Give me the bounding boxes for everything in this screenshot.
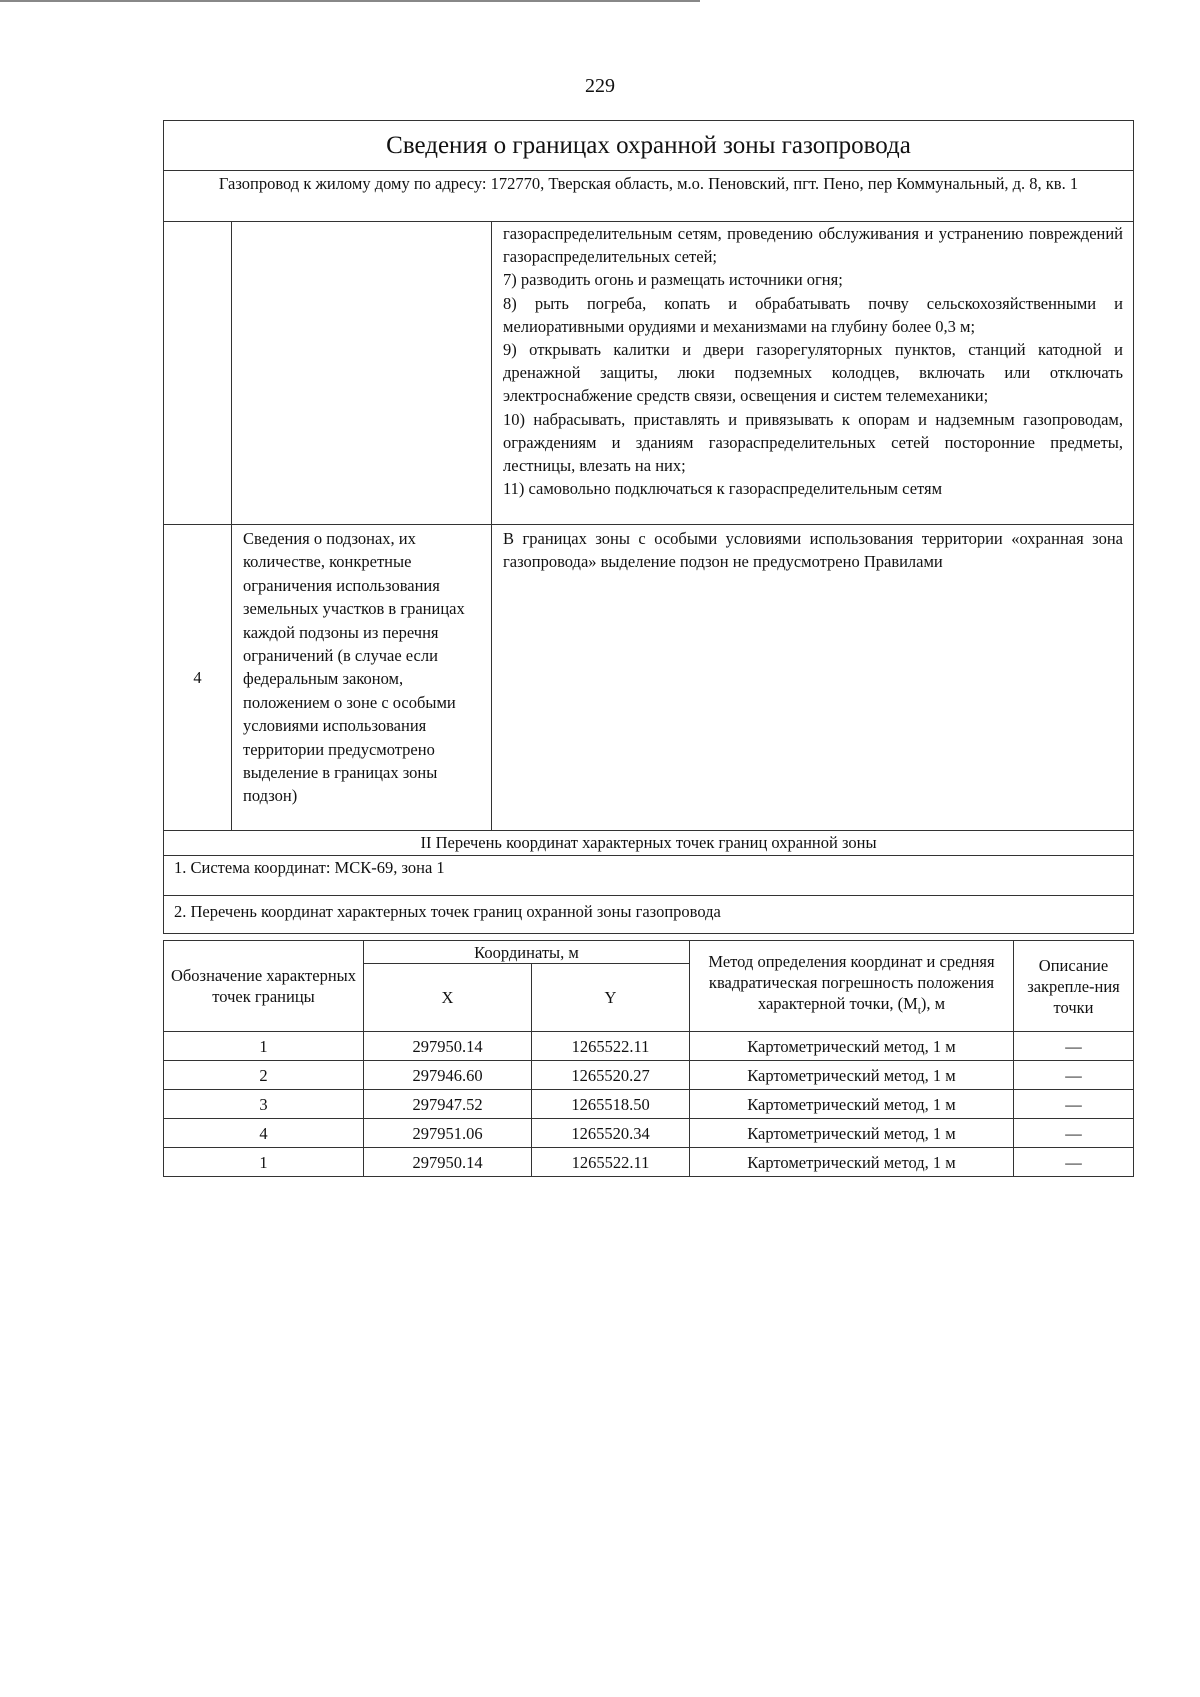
y-value: 1265522.11 xyxy=(532,1148,690,1177)
point-id: 4 xyxy=(164,1119,364,1148)
restrictions-list xyxy=(492,222,1134,525)
point-id: 1 xyxy=(164,1032,364,1061)
x-value: 297950.14 xyxy=(364,1032,532,1061)
y-value: 1265520.34 xyxy=(532,1119,690,1148)
y-value: 1265518.50 xyxy=(532,1090,690,1119)
subzones-label: Сведения о подзонах, их количестве, конкретные ограничения использования земельных участков в границах каждой подзоны из перечня ограничений (в случае если федеральным законом, положением о зоне с особыми условиями использования территории предусмотрено выделение в границах зоны подзон) xyxy=(232,525,492,831)
coordinates-table xyxy=(163,940,1134,1177)
point-id: 3 xyxy=(164,1090,364,1119)
header-description: Описание закрепле-ния точки xyxy=(1014,941,1134,1032)
description-value: — xyxy=(1014,1061,1134,1090)
gas-pipeline-address: Газопровод к жилому дому по адресу: 172770, Тверская область, м.о. Пеновский, пгт. Пено, пер Коммунальный, д. 8, кв. 1 xyxy=(164,171,1134,222)
zone-info-table xyxy=(163,120,1134,934)
point-id: 1 xyxy=(164,1148,364,1177)
header-method-tail: ), м xyxy=(920,993,946,1013)
restriction-item: 10) набрасывать, приставлять и привязывать к опорам и надземным газопроводам, ограждениям и зданиям газораспределительных сетей посторонние предметы, лестницы, влезать на них; xyxy=(503,409,1124,476)
coordinate-system: 1. Система координат: МСК-69, зона 1 xyxy=(164,856,1134,896)
description-value: — xyxy=(1014,1119,1134,1148)
header-method xyxy=(690,941,1014,1032)
description-value: — xyxy=(1014,1032,1134,1061)
table-row xyxy=(164,1119,1134,1148)
x-value: 297946.60 xyxy=(364,1061,532,1090)
restriction-item: 9) открывать калитки и двери газорегуляторных пунктов, станций катодной и дренажной защиты, люки подземных колодцев, включать или отключать электроснабжение средств связи, освещения и систем телемеханики; xyxy=(503,340,1124,406)
restriction-item: газораспределительным сетям, проведению обслуживания и устранению повреждений газораспределительных сетей; xyxy=(503,224,1124,267)
header-y: Y xyxy=(532,964,690,1032)
restriction-item: 11) самовольно подключаться к газораспределительным сетям xyxy=(503,479,943,499)
header-x: X xyxy=(364,964,532,1032)
table-row xyxy=(164,1061,1134,1090)
restriction-item: 8) рыть погреба, копать и обрабатывать почву сельскохозяйственными и мелиоративными орудиями и механизмами на глубину более 0,3 м; xyxy=(503,293,1124,336)
method-value: Картометрический метод, 1 м xyxy=(690,1090,1014,1119)
x-value: 297947.52 xyxy=(364,1090,532,1119)
description-value: — xyxy=(1014,1148,1134,1177)
point-id: 2 xyxy=(164,1061,364,1090)
y-value: 1265522.11 xyxy=(532,1032,690,1061)
method-value: Картометрический метод, 1 м xyxy=(690,1148,1014,1177)
section-heading: II Перечень координат характерных точек границ охранной зоны xyxy=(164,831,1134,856)
method-value: Картометрический метод, 1 м xyxy=(690,1119,1014,1148)
row-number: 4 xyxy=(164,525,232,831)
table-row xyxy=(164,1032,1134,1061)
coordinate-list-title: 2. Перечень координат характерных точек границ охранной зоны газопровода xyxy=(164,896,1134,934)
method-value: Картометрический метод, 1 м xyxy=(690,1061,1014,1090)
header-coordinates: Координаты, м xyxy=(364,941,690,964)
page-number: 229 xyxy=(585,75,615,97)
method-value: Картометрический метод, 1 м xyxy=(690,1032,1014,1061)
y-value: 1265520.27 xyxy=(532,1061,690,1090)
scan-edge-line xyxy=(0,0,700,2)
table-row xyxy=(164,1090,1134,1119)
empty-label-cell xyxy=(232,222,492,525)
subzones-value: В границах зоны с особыми условиями использования территории «охранная зона газопровода» выделение подзон не предусмотрено Правилами xyxy=(492,525,1134,831)
header-method-text: Метод определения координат и средняя квадратическая погрешность положения характерной точки, (M xyxy=(708,951,995,1013)
x-value: 297951.06 xyxy=(364,1119,532,1148)
x-value: 297950.14 xyxy=(364,1148,532,1177)
document-title: Сведения о границах охранной зоны газопровода xyxy=(164,121,1134,171)
header-designation: Обозначение характерных точек границы xyxy=(164,941,364,1032)
table-row xyxy=(164,1148,1134,1177)
description-value: — xyxy=(1014,1090,1134,1119)
header-method-subscript: t xyxy=(917,1004,921,1017)
restriction-item: 7) разводить огонь и размещать источники огня; xyxy=(503,270,843,290)
empty-number-cell xyxy=(164,222,232,525)
